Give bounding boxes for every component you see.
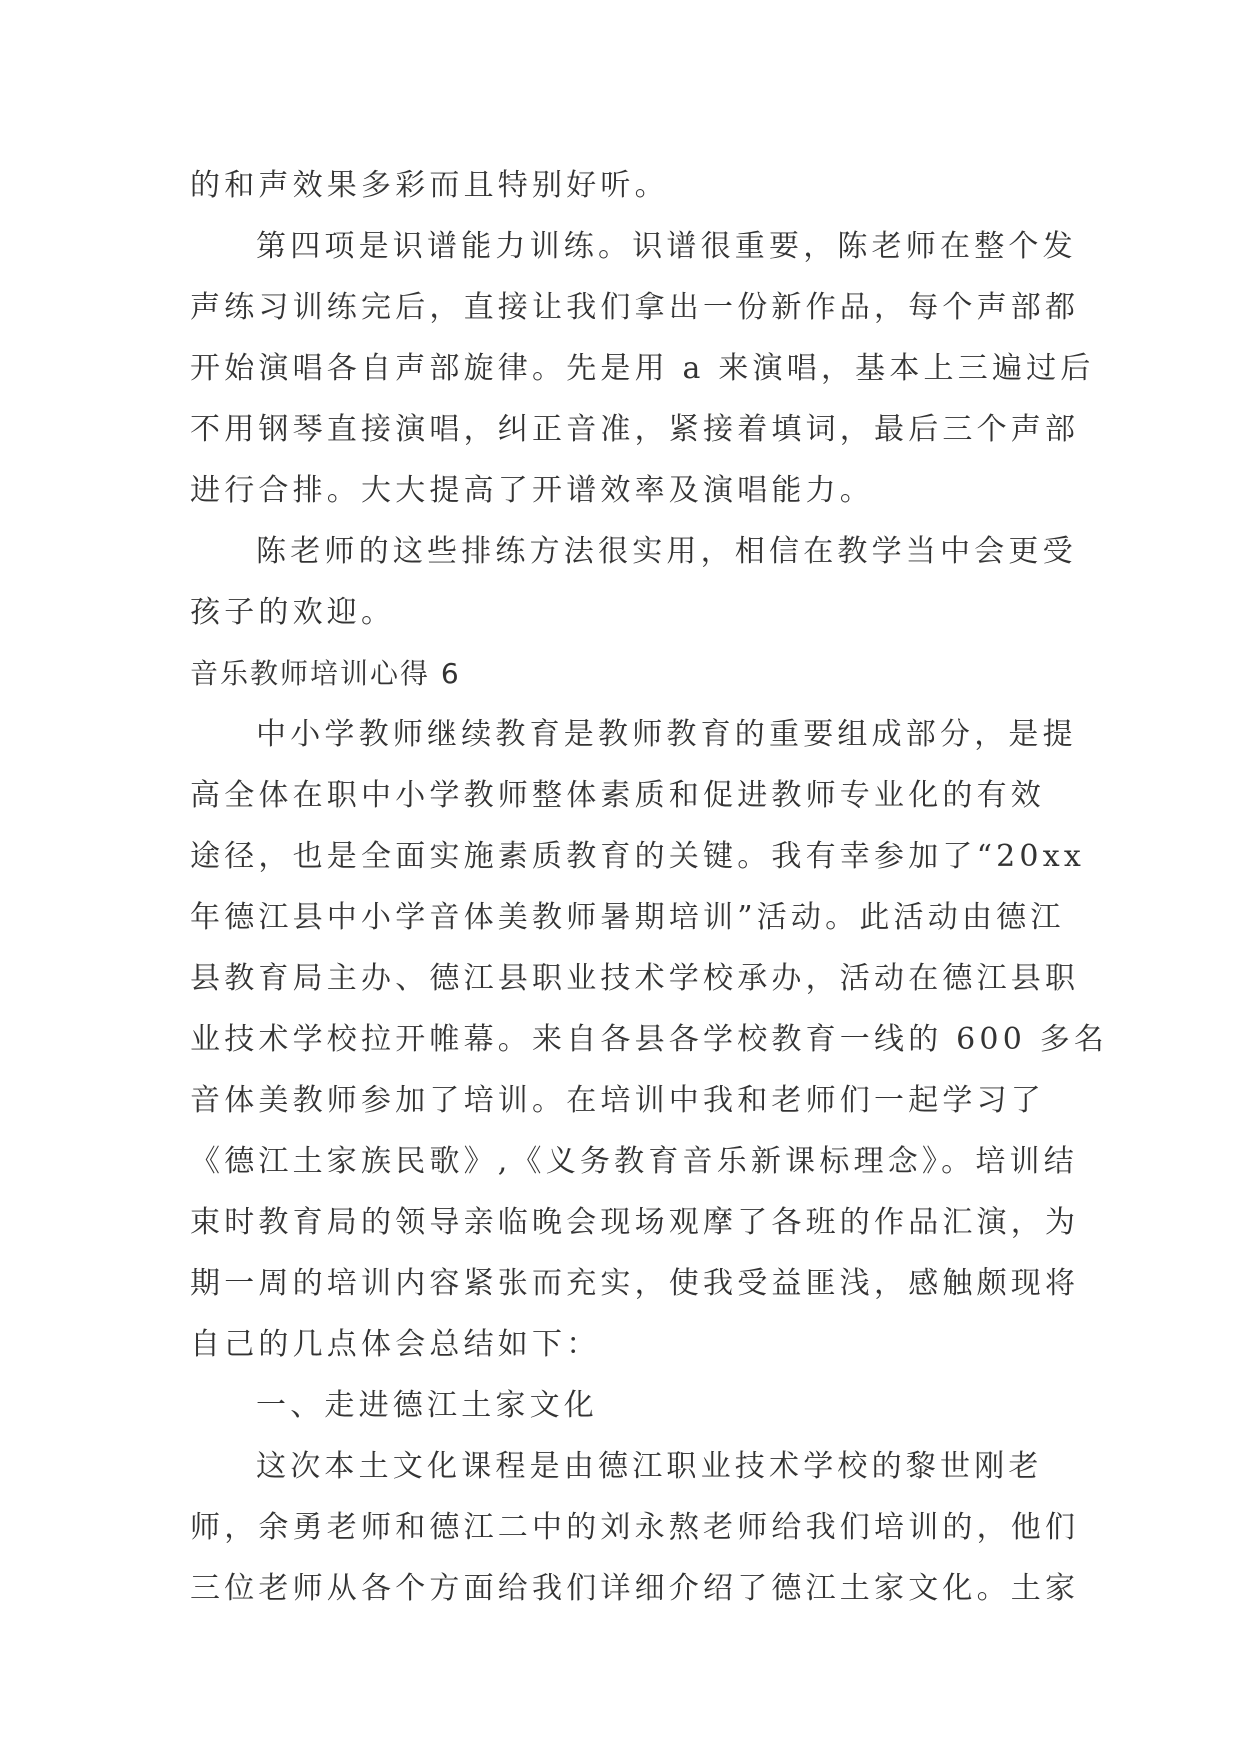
paragraph-line: 进行合排。大大提高了开谱效率及演唱能力。: [190, 473, 874, 508]
paragraph-line: 陈老师的这些排练方法很实用，相信在教学当中会更受: [256, 534, 1077, 569]
subsection-heading: 一、走进德江土家文化: [256, 1388, 598, 1423]
paragraph-line: 的和声效果多彩而且特别好听。: [190, 168, 669, 203]
paragraph-line: 声练习训练完后，直接让我们拿出一份新作品，每个声部都: [190, 290, 1080, 325]
paragraph-line: 三位老师从各个方面给我们详细介绍了德江土家文化。土家: [190, 1571, 1080, 1606]
paragraph-line: 中小学教师继续教育是教师教育的重要组成部分，是提: [256, 717, 1077, 752]
paragraph-line: 束时教育局的领导亲临晚会现场观摩了各班的作品汇演，为: [190, 1205, 1080, 1240]
paragraph-line: 第四项是识谱能力训练。识谱很重要，陈老师在整个发: [256, 229, 1077, 264]
paragraph-line: 高全体在职中小学教师整体素质和促进教师专业化的有效: [190, 778, 1045, 813]
paragraph-line: 音体美教师参加了培训。在培训中我和老师们一起学习了: [190, 1083, 1045, 1118]
paragraph-line: 期一周的培训内容紧张而充实，使我受益匪浅，感触颇现将: [190, 1266, 1080, 1301]
paragraph-line: 业技术学校拉开帷幕。来自各县各学校教育一线的 600 多名: [190, 1022, 1109, 1057]
paragraph-line: 师，余勇老师和德江二中的刘永熬老师给我们培训的，他们: [190, 1510, 1080, 1545]
paragraph-line: 不用钢琴直接演唱，纠正音准，紧接着填词，最后三个声部: [190, 412, 1080, 447]
paragraph-line: 县教育局主办、德江县职业技术学校承办，活动在德江县职: [190, 961, 1080, 996]
paragraph-line: 途径，也是全面实施素质教育的关键。我有幸参加了“20xx: [190, 839, 1085, 874]
document-body: [190, 155, 1109, 1619]
paragraph-line: 孩子的欢迎。: [190, 595, 396, 630]
paragraph-line: 自己的几点体会总结如下：: [190, 1327, 601, 1362]
paragraph-line: 这次本土文化课程是由德江职业技术学校的黎世刚老: [256, 1449, 1043, 1484]
paragraph-line: 《德江土家族民歌》,《义务教育音乐新课标理念》。培训结: [190, 1144, 1078, 1179]
section-heading: 音乐教师培训心得 6: [190, 657, 461, 690]
paragraph-line: 年德江县中小学音体美教师暑期培训”活动。此活动由德江: [190, 900, 1065, 935]
paragraph-line: 开始演唱各自声部旋律。先是用 a 来演唱，基本上三遍过后: [190, 351, 1095, 386]
